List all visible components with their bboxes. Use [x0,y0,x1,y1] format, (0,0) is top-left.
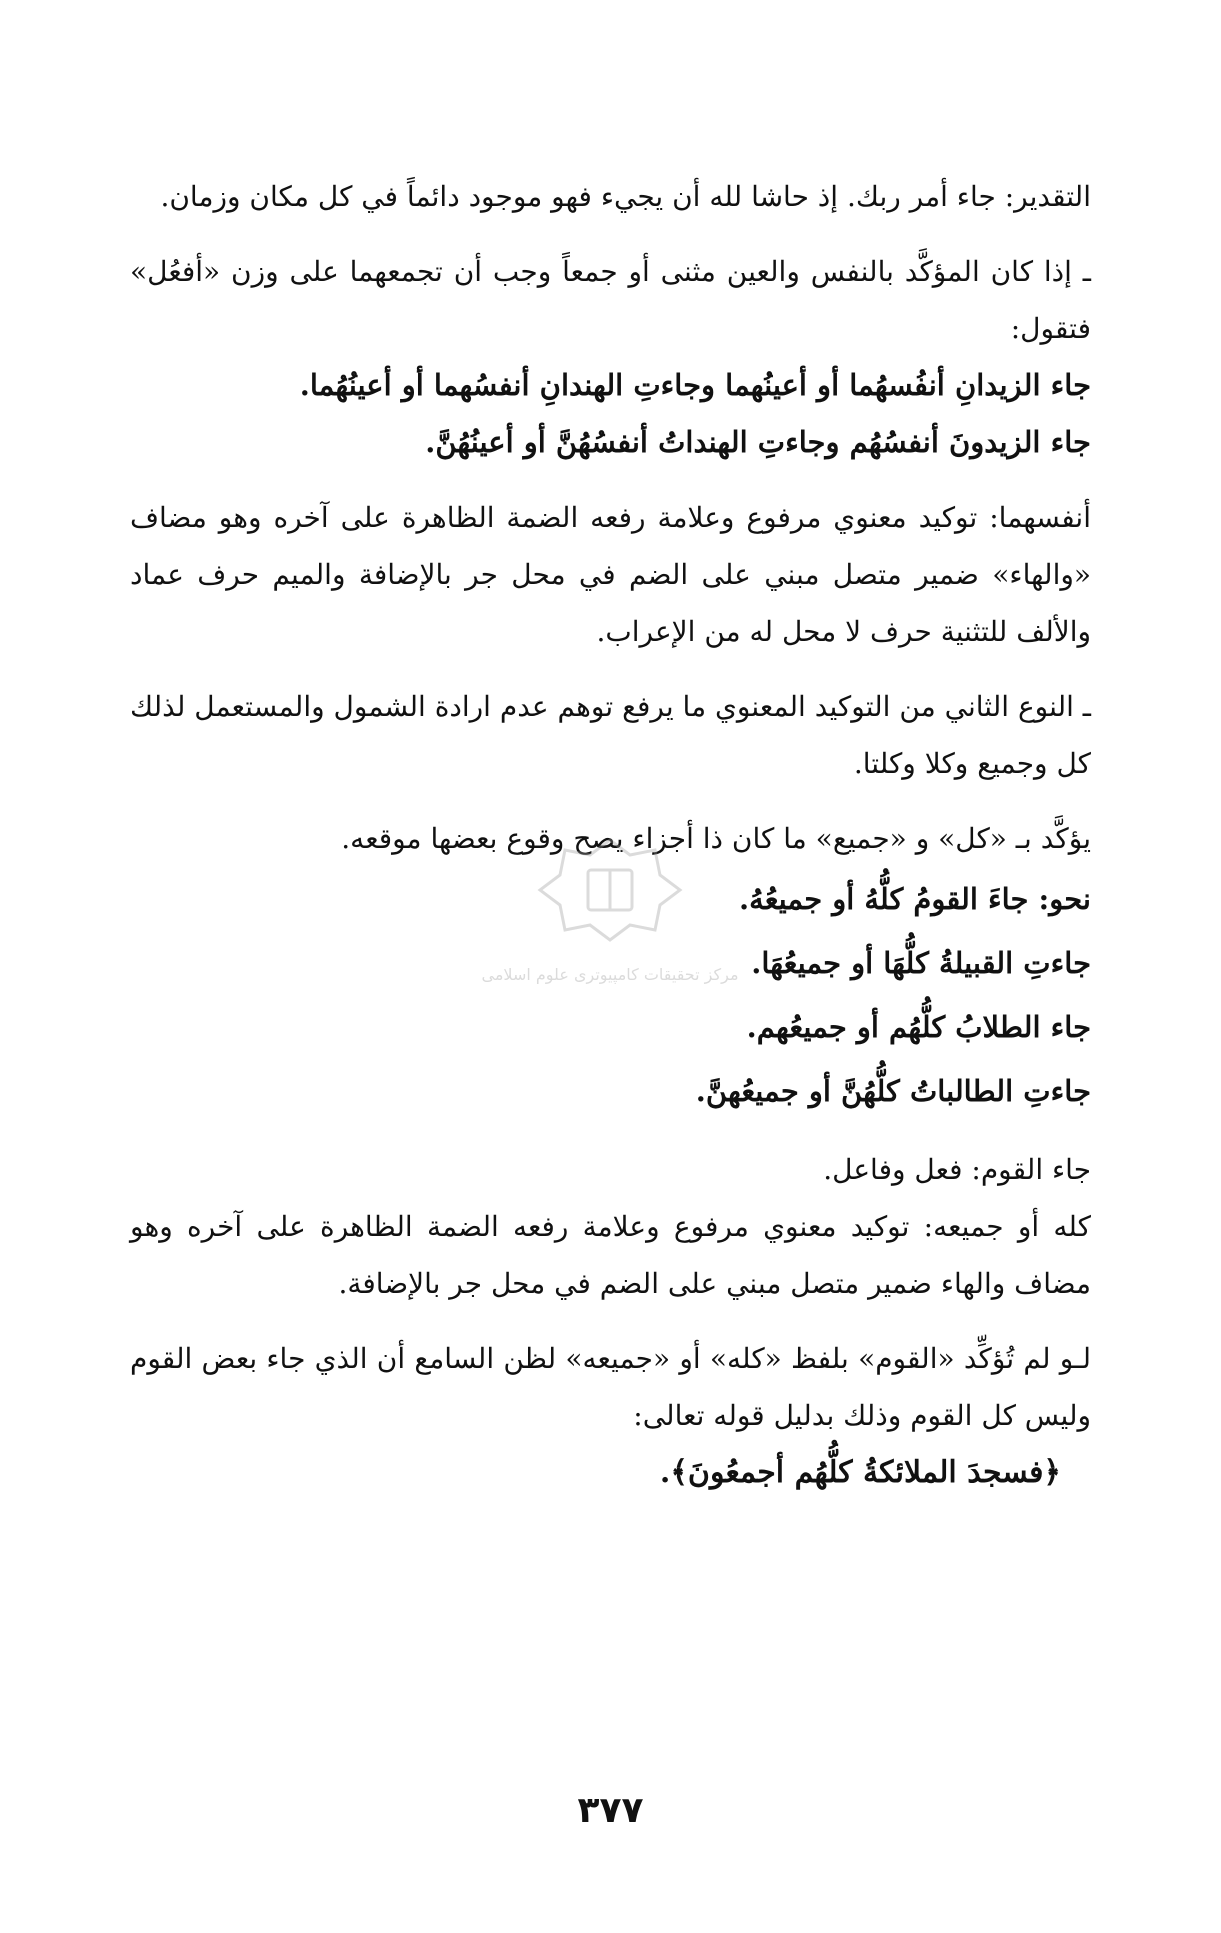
page-number: ٣٧٧ [577,1790,644,1831]
paragraph-plural-rule: ـ إذا كان المؤكَّد بالنفس والعين مثنى أو جمعاً وجب أن تجمعهما على وزن «أفعُل» فتقول: [130,255,1091,345]
example-list [130,867,1091,1123]
paragraph-taqdir: التقدير: جاء أمر ربك. إذ حاشا لله أن يجيء فهو موجود دائماً في كل مكان وزمان. [160,180,1091,213]
example-dual: جاء الزيدانِ أنفُسهُما أو أعينُهما وجاءتِ الهندانِ أنفسُهما أو أعينُهُما. [299,368,1091,402]
example-item: جاء الطلابُ كلُّهُم أو جميعُهم. [746,1010,1091,1044]
example-plural: جاء الزيدونَ أنفسُهُم وجاءتِ الهنداتُ أنفسُهُنَّ أو أعينُهُنَّ. [425,425,1091,459]
quran-verse: ﴿فسجدَ الملائكةُ كلُّهُم أجمعُونَ﴾. [659,1455,1061,1490]
paragraph-second-type: ـ النوع الثاني من التوكيد المعنوي ما يرفع توهم عدم ارادة الشمول والمستعمل لذلك كل وجميع وكلا وكلتا. [130,690,1091,780]
page-body [130,168,1091,1501]
example-item: نحو: جاءَ القومُ كلُّهُ أو جميعُهُ. [739,882,1091,916]
paragraph-irab-qawm: جاء القوم: فعل وفاعل. [823,1153,1091,1186]
paragraph-explanation: لـو لم تُؤكِّد «القوم» بلفظ «كله» أو «جميعه» لظن السامع أن الذي جاء بعض القوم وليس كل القوم وذلك بدليل قوله تعالى: [130,1342,1091,1432]
paragraph-kull-jami: يؤكَّد بـ «كل» و «جميع» ما كان ذا أجزاء يصح وقوع بعضها موقعه. [341,822,1091,855]
example-item: جاءتِ الطالباتُ كلُّهُنَّ أو جميعُهنَّ. [695,1074,1091,1108]
watermark-caption: مرکز تحقیقات کامپیوتری علوم اسلامی [481,965,739,984]
paragraph-irab-anfusuhuma: أنفسهما: توكيد معنوي مرفوع وعلامة رفعه الضمة الظاهرة على آخره وهو مضاف «والهاء» ضمير متصل مبني على الضم في محل جر بالإضافة والميم حرف عماد والألف للتثنية حرف لا محل له من الإعراب. [130,501,1092,648]
paragraph-irab-kulluhu: كله أو جميعه: توكيد معنوي مرفوع وعلامة رفعه الضمة الظاهرة على آخره وهو مضاف والهاء ضمير متصل مبني على الضم في محل جر بالإضافة. [130,1210,1091,1300]
example-item: جاءتِ القبيلةُ كلُّهَا أو جميعُهَا. [751,946,1091,980]
